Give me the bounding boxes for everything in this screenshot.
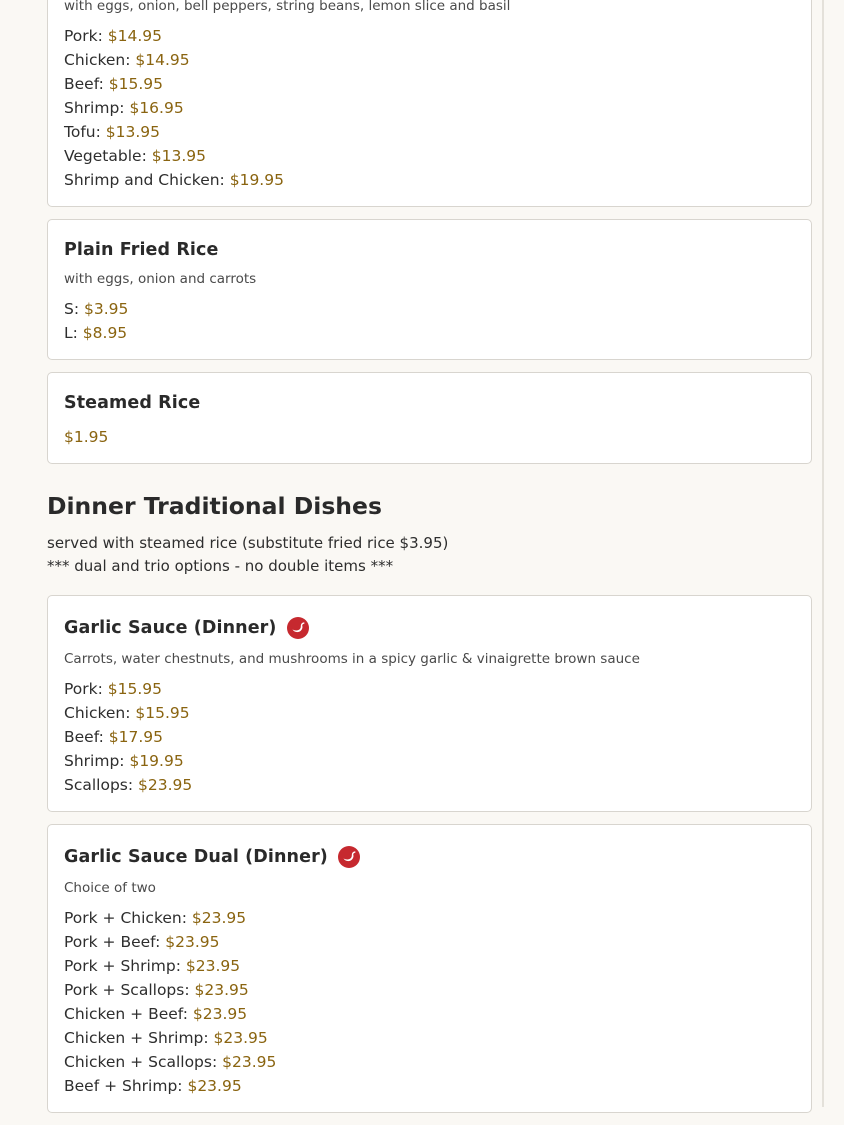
price-row [64,120,795,144]
price-label: Chicken + Beef: [64,1005,188,1023]
price-value: $23.95 [192,1005,248,1023]
price-value: $15.95 [108,75,164,93]
price-value: $8.95 [82,324,128,342]
price-label: Scallops: [64,776,134,794]
price-label: Pork: [64,680,103,698]
price-value: $13.95 [105,123,161,141]
price-label: Chicken: [64,51,131,69]
price-label: Pork: [64,27,103,45]
price-label: Chicken + Scallops: [64,1053,218,1071]
section-note: served with steamed rice (substitute fried rice $3.95) [47,534,449,552]
price-row [64,1050,795,1074]
price-label: L: [64,324,78,342]
page-right-border [822,0,824,1107]
price-value: $23.95 [185,957,241,975]
price-value: $19.95 [229,171,284,189]
menu-item-card [47,595,812,812]
price-label: Beef + Shrimp: [64,1077,183,1095]
menu-item-name: Plain Fried Rice [64,240,219,260]
price-row [64,978,795,1002]
menu-item-description: Choice of two [64,880,156,896]
menu-item-description: Carrots, water chestnuts, and mushrooms in a spicy garlic & vinaigrette brown sauce [64,651,640,667]
price-label: S: [64,300,80,318]
price-label: Pork + Scallops: [64,981,190,999]
price-value: $23.95 [213,1029,268,1047]
menu-item-title [64,845,795,869]
menu-section [47,492,812,1113]
price-row [64,48,795,72]
price-label: Chicken + Shrimp: [64,1029,209,1047]
menu-item-description: with eggs, onion and carrots [64,271,257,287]
menu-item-name: Garlic Sauce (Dinner) [64,618,277,638]
chili-pepper-icon [337,845,361,869]
menu-item-name: Steamed Rice [64,393,201,413]
price-value: $1.95 [64,428,109,446]
price-label: Pork + Beef: [64,933,161,951]
price-label: Chicken: [64,704,131,722]
price-row [64,1002,795,1026]
price-row [64,677,795,701]
price-row [64,144,795,168]
price-value: $23.95 [194,981,249,999]
price-row [64,297,795,321]
price-value: $3.95 [84,300,129,318]
price-label: Shrimp: [64,752,125,770]
price-value: $13.95 [151,147,206,165]
chili-pepper-icon [286,616,310,640]
price-row [64,1026,795,1050]
price-label: Shrimp: [64,99,125,117]
price-row [64,96,795,120]
price-row [64,1074,795,1098]
price-row [64,321,795,345]
price-row [64,725,795,749]
menu-item-title [64,616,795,640]
price-label: Pork + Shrimp: [64,957,181,975]
menu-item-card [47,824,812,1113]
menu-item-name: Garlic Sauce Dual (Dinner) [64,847,328,867]
price-label: Pork + Chicken: [64,909,187,927]
price-row [64,906,795,930]
menu-item-description: with eggs, onion, bell peppers, string beans, lemon slice and basil [64,0,511,14]
price-row [64,425,795,449]
price-value: $15.95 [135,704,190,722]
price-row [64,701,795,725]
price-row [64,24,795,48]
price-label: Beef: [64,75,104,93]
price-label: Tofu: [64,123,101,141]
price-value: $19.95 [129,752,184,770]
price-value: $15.95 [107,680,163,698]
price-value: $23.95 [191,909,247,927]
menu-item-title [64,393,795,413]
price-value: $14.95 [107,27,163,45]
price-value: $16.95 [129,99,184,117]
price-row [64,749,795,773]
price-row [64,954,795,978]
price-row [64,773,795,797]
price-row [64,168,795,192]
price-label: Vegetable: [64,147,147,165]
price-value: $14.95 [135,51,190,69]
price-value: $23.95 [165,933,220,951]
section-title: Dinner Traditional Dishes [47,492,382,520]
menu-item-card [47,219,812,360]
section-note: *** dual and trio options - no double items *** [47,557,394,575]
price-label: Beef: [64,728,104,746]
price-value: $23.95 [138,776,193,794]
menu-item-card [47,372,812,464]
price-row [64,930,795,954]
menu-item-title [64,240,795,260]
menu-item-card [47,0,812,207]
price-value: $23.95 [187,1077,242,1095]
menu-content [47,0,812,1125]
price-label: Shrimp and Chicken: [64,171,225,189]
price-value: $23.95 [222,1053,277,1071]
price-row [64,72,795,96]
section-notes [47,532,812,578]
price-value: $17.95 [108,728,164,746]
